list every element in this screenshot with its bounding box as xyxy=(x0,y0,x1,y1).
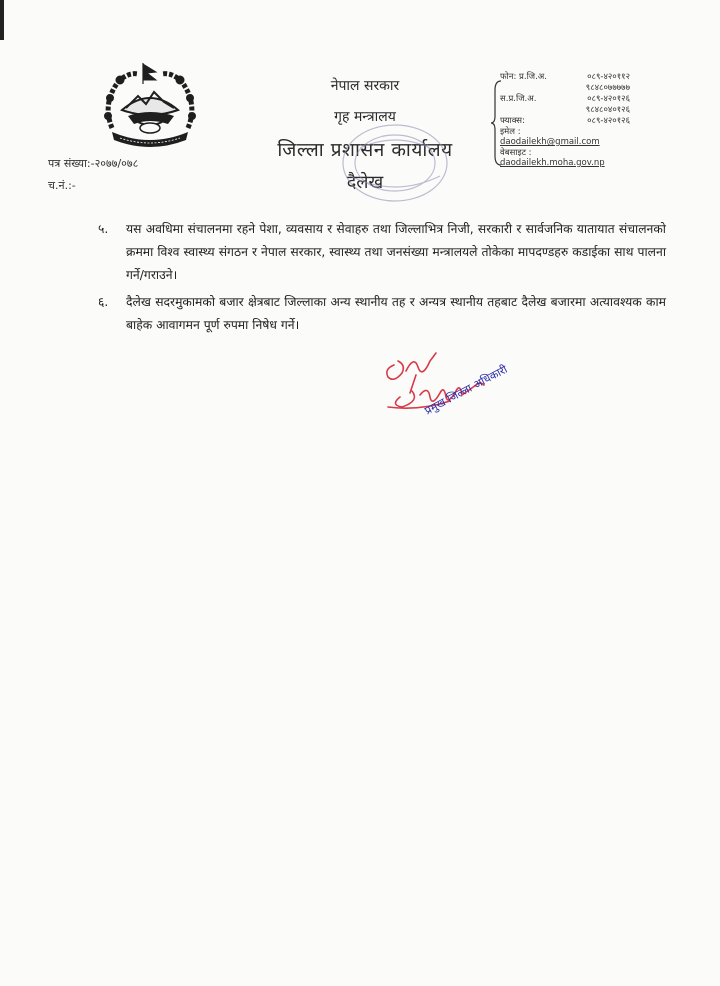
website-label: वेबसाइट : xyxy=(500,148,532,158)
contact-row xyxy=(500,116,630,127)
government-name: नेपाल सरकार xyxy=(330,78,400,94)
contact-row xyxy=(500,83,630,94)
website-link[interactable]: daodailekh.moha.gov.np xyxy=(500,158,605,168)
ministry-name: गृह मन्त्रालय xyxy=(334,109,396,125)
scan-edge-mark xyxy=(0,0,4,40)
item-text: यस अवधिमा संचालनमा रहने पेशा, व्यवसाय र सेवाहरु तथा जिल्लाभित्र निजी, सरकारी र सार्वजनिक यातायात संचालनको क्रममा विश्व स्वास्थ्य संगठन र नेपाल सरकार, स्वास्थ्य तथा जनसंख्या मन्त्रालयले तोकेका मापदण्डहरु कडाईका साथ पालना गर्ने/गराउने। xyxy=(126,222,666,282)
nepal-emblem-icon xyxy=(98,58,202,150)
district-name: दैलेख xyxy=(346,172,384,193)
dispatch-number: च.नं.:- xyxy=(48,179,76,192)
item-text: दैलेख सदरमुकामको बजार क्षेत्रबाट जिल्लाका अन्य स्थानीय तह र अन्यत्र स्थानीय तहबाट दैलेख बजारमा अत्यावश्यक काम बाहेक आवागमन पूर्ण रुपमा निषेध गर्ने। xyxy=(126,295,667,332)
contact-block xyxy=(500,72,630,169)
contact-row xyxy=(500,72,630,83)
letter-number: पत्र संख्या:-२०७७/०७८ xyxy=(48,157,139,170)
contact-value: ०८९-४२०१२६ xyxy=(587,116,630,126)
reference-block xyxy=(48,153,138,197)
letter-body xyxy=(98,218,666,341)
list-item xyxy=(98,218,666,287)
item-number: ६. xyxy=(98,295,109,309)
item-number: ५. xyxy=(98,222,109,236)
office-name: जिल्ला प्रशासन कार्यालय xyxy=(277,139,453,161)
contact-row xyxy=(500,94,630,105)
contact-row xyxy=(500,105,630,116)
contact-value: ०८९-४२०११२ xyxy=(587,72,630,82)
contact-label: स.प्र.जि.अ. xyxy=(500,94,537,104)
contact-value: ९८४८०७७७७७ xyxy=(585,83,630,93)
email-link[interactable]: daodailekh@gmail.com xyxy=(500,137,600,147)
contact-value: ०८९-४२०१२६ xyxy=(587,94,630,104)
contact-label: फोन: प्र.जि.अ. xyxy=(500,72,547,82)
contact-label: फ्याक्स: xyxy=(500,116,525,126)
office-header xyxy=(250,76,480,194)
signatory-title: प्रमुख जिल्ला अधिकारी xyxy=(422,362,510,418)
contact-value: ९८४८०४०१२६ xyxy=(585,105,630,115)
email-label: इमेल : xyxy=(500,127,521,137)
list-item xyxy=(98,291,666,337)
